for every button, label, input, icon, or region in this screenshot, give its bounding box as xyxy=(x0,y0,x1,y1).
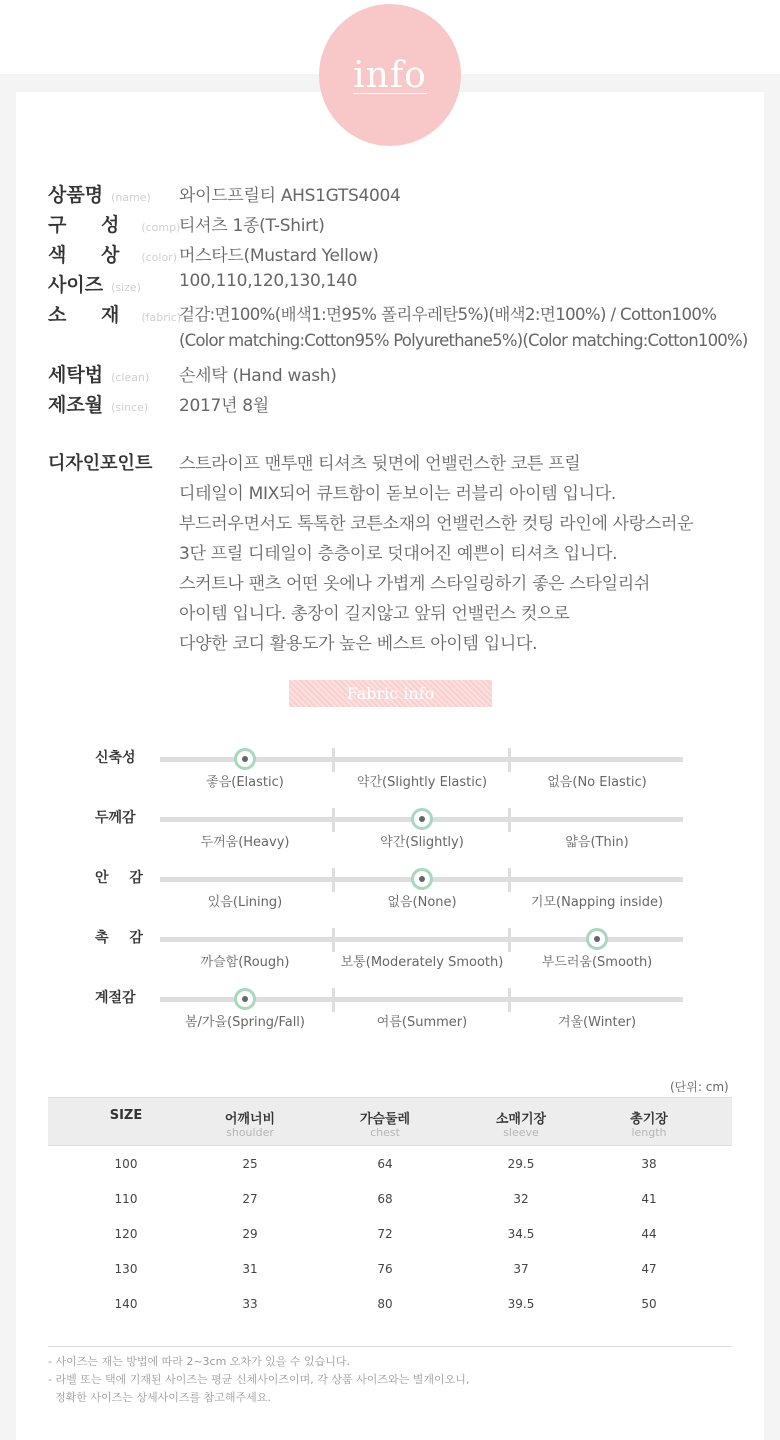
fabric-scale-option: 약간(Slightly) xyxy=(380,835,464,850)
measure-cell: 33 xyxy=(242,1297,258,1311)
measure-cell: 41 xyxy=(641,1192,657,1206)
fabric-scale-label: 두께감 xyxy=(95,810,136,826)
fabric-scale-track xyxy=(160,757,683,762)
measure-cell: 47 xyxy=(641,1262,657,1276)
divider xyxy=(48,1346,732,1347)
fabric-scale-label: 신축성 xyxy=(95,750,136,766)
fabric-scale-marker xyxy=(586,928,608,950)
design-line: 아이템 입니다. 총장이 길지않고 앞뒤 언밸런스 컷으로 xyxy=(179,604,570,624)
fabric-scale-option: 봄/가을(Spring/Fall) xyxy=(184,1015,305,1030)
spec-row-clean xyxy=(48,360,768,390)
fabric-scale-divider xyxy=(332,928,335,952)
spec-row-color xyxy=(48,240,768,270)
spec-value: 2017년 8월 xyxy=(179,396,269,416)
size-cell: 130 xyxy=(114,1262,138,1276)
col-header-sleeve: 소매기장 sleeve xyxy=(495,1112,547,1139)
design-line: 스커트나 팬츠 어떤 옷에나 가볍게 스타일링하기 좋은 스타일리쉬 xyxy=(179,574,651,594)
size-cell: 100 xyxy=(114,1157,138,1171)
spec-value: 겉감:면100%(배색1:면95% 폴리우레탄5%)(배색2:면100%) / Cotton100% xyxy=(179,305,717,324)
design-line: 부드러우면서도 톡톡한 코튼소재의 언밸런스한 컷팅 라인에 사랑스러운 xyxy=(179,514,694,534)
measure-cell: 72 xyxy=(377,1227,393,1241)
spec-row-comp xyxy=(48,210,768,240)
fabric-scale-option: 기모(Napping inside) xyxy=(530,895,664,910)
fabric-scale-option: 없음(No Elastic) xyxy=(547,775,647,790)
fabric-scale-marker xyxy=(411,868,433,890)
fabric-info-heading: Fabric info xyxy=(289,680,492,707)
fabric-scale-option: 두꺼움(Heavy) xyxy=(200,835,290,850)
col-header-shoulder: 어깨너비 shoulder xyxy=(224,1112,276,1139)
fabric-scale-label: 촉 감 xyxy=(95,930,151,946)
info-badge xyxy=(319,4,461,146)
fabric-scale-label: 안 감 xyxy=(95,870,151,886)
size-cell: 120 xyxy=(114,1227,138,1241)
size-table-header xyxy=(48,1097,732,1146)
fabric-scale-divider xyxy=(332,988,335,1012)
fabric-scale-label: 계절감 xyxy=(95,990,136,1006)
fabric-scale-option: 겨울(Winter) xyxy=(557,1015,637,1030)
col-header-chest: 가슴둘레 chest xyxy=(359,1112,411,1139)
fabric-scale-option: 여름(Summer) xyxy=(376,1015,468,1030)
measure-cell: 25 xyxy=(242,1157,258,1171)
measure-cell: 76 xyxy=(377,1262,393,1276)
fabric-scale-divider xyxy=(332,868,335,892)
fabric-scale-track xyxy=(160,817,683,822)
fabric-scale-divider xyxy=(508,748,511,772)
design-point-label: 디자인포인트 xyxy=(48,453,153,474)
fabric-scale-option: 약간(Slightly Elastic) xyxy=(356,775,488,790)
fabric-scale-option: 얇음(Thin) xyxy=(565,835,629,850)
measure-cell: 31 xyxy=(242,1262,258,1276)
spec-value: 손세탁 (Hand wash) xyxy=(179,366,337,386)
measure-cell: 29 xyxy=(242,1227,258,1241)
design-line: 다양한 코디 활용도가 높은 베스트 아이템 입니다. xyxy=(179,634,538,654)
fabric-scale-divider xyxy=(332,808,335,832)
size-cell: 140 xyxy=(114,1297,138,1311)
spec-label: 색 상 (color) xyxy=(48,244,177,266)
fabric-scale-divider xyxy=(508,868,511,892)
col-header-size: SIZE xyxy=(109,1108,143,1123)
measure-cell: 29.5 xyxy=(507,1157,535,1171)
measure-cell: 37 xyxy=(513,1262,529,1276)
fabric-scale-marker xyxy=(234,988,256,1010)
spec-label: 세탁법 (clean) xyxy=(48,364,150,386)
measure-cell: 44 xyxy=(641,1227,657,1241)
design-line: 스트라이프 맨투맨 티셔츠 뒷면에 언밸런스한 코튼 프릴 xyxy=(179,454,581,474)
fabric-scale-row xyxy=(0,990,780,1057)
design-point-text xyxy=(179,449,769,659)
design-line: 디테일이 MIX되어 큐트함이 돋보이는 러블리 아이템 입니다. xyxy=(179,484,616,504)
note-line-2: - 라벨 또는 택에 기재된 사이즈는 평균 신체사이즈이며, 각 상품 사이즈와는 별개이오니, xyxy=(48,1373,470,1386)
spec-value: 100,110,120,130,140 xyxy=(179,271,358,291)
spec-row-size xyxy=(48,270,768,300)
fabric-scale-track xyxy=(160,877,683,882)
measure-cell: 80 xyxy=(377,1297,393,1311)
fabric-scale-divider xyxy=(332,748,335,772)
fabric-scale-option: 까슬함(Rough) xyxy=(200,955,290,970)
measure-cell: 64 xyxy=(377,1157,393,1171)
measure-cell: 39.5 xyxy=(507,1297,535,1311)
measure-cell: 38 xyxy=(641,1157,657,1171)
measure-cell: 27 xyxy=(242,1192,258,1206)
fabric-scale-divider xyxy=(508,988,511,1012)
spec-label: 사이즈 (size) xyxy=(48,274,141,296)
note-line-3: 정확한 사이즈는 상세사이즈를 참고해주세요. xyxy=(48,1391,271,1404)
fabric-scale-divider xyxy=(508,808,511,832)
unit-note: (단위: cm) xyxy=(670,1080,729,1094)
col-header-length: 총기장 length xyxy=(630,1112,668,1139)
measure-cell: 50 xyxy=(641,1297,657,1311)
spec-row-name xyxy=(48,180,768,210)
spec-row-since xyxy=(48,390,768,420)
spec-label: 상품명 (name) xyxy=(48,184,151,206)
spec-label: 제조월 (since) xyxy=(48,394,149,416)
note-line-1: - 사이즈는 재는 방법에 따라 2~3cm 오차가 있을 수 있습니다. xyxy=(48,1355,351,1368)
fabric-scale-marker xyxy=(411,808,433,830)
fabric-scale-divider xyxy=(508,928,511,952)
spec-value-line2: (Color matching:Cotton95% Polyurethane5%)(Color matching:Cotton100%) xyxy=(179,331,748,350)
fabric-scale-option: 없음(None) xyxy=(387,895,457,910)
fabric-scale-option: 있음(Lining) xyxy=(207,895,283,910)
measure-cell: 32 xyxy=(513,1192,529,1206)
spec-value: 티셔츠 1종(T-Shirt) xyxy=(179,216,325,236)
fabric-scale-track xyxy=(160,937,683,942)
info-badge-label: info xyxy=(353,54,427,96)
fabric-scale-marker xyxy=(234,748,256,770)
fabric-scale-option: 부드러움(Smooth) xyxy=(541,955,653,970)
size-cell: 110 xyxy=(114,1192,138,1206)
spec-label: 소 재 (fabric) xyxy=(48,304,182,326)
measure-cell: 34.5 xyxy=(507,1227,535,1241)
spec-label: 구 성 (comp) xyxy=(48,214,181,236)
fabric-scale-option: 보통(Moderately Smooth) xyxy=(340,955,504,970)
spec-value: 와이드프릴티 AHS1GTS4004 xyxy=(179,186,401,206)
fabric-scale-option: 좋음(Elastic) xyxy=(206,775,284,790)
measure-cell: 68 xyxy=(377,1192,393,1206)
spec-value: 머스타드(Mustard Yellow) xyxy=(179,246,379,266)
design-line: 3단 프릴 디테일이 층층이로 덧대어진 예쁜이 티셔츠 입니다. xyxy=(179,544,618,564)
fabric-scale-track xyxy=(160,997,683,1002)
spec-row-fabric xyxy=(48,300,768,360)
